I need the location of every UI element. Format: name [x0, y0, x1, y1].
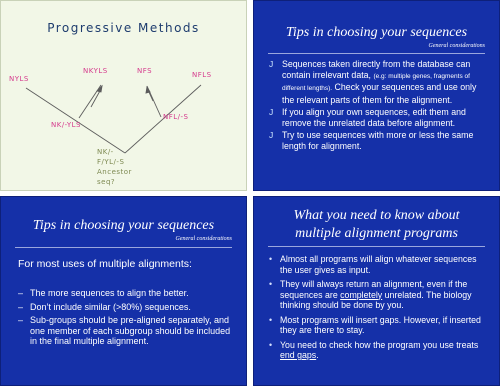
- node-nk-yls: NK/-YLS: [51, 121, 81, 129]
- node-nkyls: NKYLS: [83, 67, 108, 75]
- arrow-nfs-head: [146, 87, 150, 93]
- bullet-dot-icon: •: [269, 254, 273, 264]
- ancestor-line-4: seq?: [97, 178, 116, 186]
- title-line-1: What you need to know about: [293, 208, 460, 223]
- lead-text: For most uses of multiple alignments:: [18, 258, 192, 270]
- list-item: – Don’t include similar (>80%) sequences.: [18, 301, 191, 312]
- bullet-dot-icon: •: [269, 339, 273, 350]
- node-nfs: NFS: [137, 67, 153, 75]
- node-ancestor: [97, 147, 157, 187]
- node-nfls: NFLS: [192, 71, 212, 79]
- slide-tips-choosing-sequences-1: [253, 0, 500, 191]
- bullet-list: [18, 288, 234, 350]
- bullet-marker-icon: J: [269, 130, 274, 140]
- list-item: – Sub-groups should be pre-aligned separately, and one member of each subgroup should be included in the final multiple alignment.: [18, 315, 231, 346]
- slide-title: Tips in choosing your sequences: [285, 25, 468, 40]
- slide-title: Progressive Methods: [47, 21, 200, 35]
- slide-progressive-methods: [0, 0, 247, 191]
- title-divider: [268, 53, 485, 54]
- slide-subtitle: General considerations: [428, 43, 485, 49]
- node-nfl-s: NFL/-S: [163, 113, 189, 121]
- dash-marker: –: [18, 288, 24, 298]
- bullet-list: [268, 254, 491, 365]
- title-divider: [268, 246, 485, 247]
- list-item: J Try to use sequences with more or less the same length for alignment.: [269, 130, 474, 151]
- title-divider: [15, 247, 232, 248]
- slide-title: [254, 207, 499, 243]
- slide-tips-choosing-sequences-2: [0, 196, 247, 386]
- slide-subtitle: General considerations: [175, 236, 232, 242]
- bullet-marker-icon: J: [269, 107, 274, 117]
- dash-marker: –: [18, 301, 24, 312]
- slide-multiple-alignment-programs: [253, 196, 500, 386]
- slide-title: Tips in choosing your sequences: [32, 218, 215, 233]
- list-item: • They will always return an alignment, even if the sequences are completely unrelated. The biology thinking should be done by you.: [269, 279, 472, 310]
- list-item: • You need to check how the program you use treats end gaps.: [269, 339, 479, 360]
- ancestor-line-2: F/YL/-S: [97, 158, 125, 166]
- bullet-list: [268, 59, 489, 153]
- list-item: • Almost all programs will align whatever sequences the user gives as input.: [269, 254, 477, 275]
- dash-marker: –: [18, 315, 24, 325]
- node-nyls: NYLS: [9, 75, 29, 83]
- bullet-marker-icon: J: [269, 59, 274, 69]
- list-item: – The more sequences to align the better.: [18, 288, 189, 298]
- ancestor-line-3: Ancestor: [97, 168, 132, 176]
- bullet-dot-icon: •: [269, 314, 273, 325]
- list-item: J If you align your own sequences, edit them and remove the unrelated data before alignment.: [269, 107, 466, 128]
- bullet-dot-icon: •: [269, 279, 273, 289]
- list-item: J Sequences taken directly from the database can contain irrelevant data, (e.g: multiple genes, fragments of different lengths). Check your sequences and use only the relevant parts of them for the alignment.: [269, 59, 477, 105]
- ancestor-line-1: NK/-: [97, 148, 114, 156]
- title-line-2: multiple alignment programs: [295, 226, 458, 241]
- list-item: • Most programs will insert gaps. However, if inserted they are there to stay.: [269, 314, 481, 335]
